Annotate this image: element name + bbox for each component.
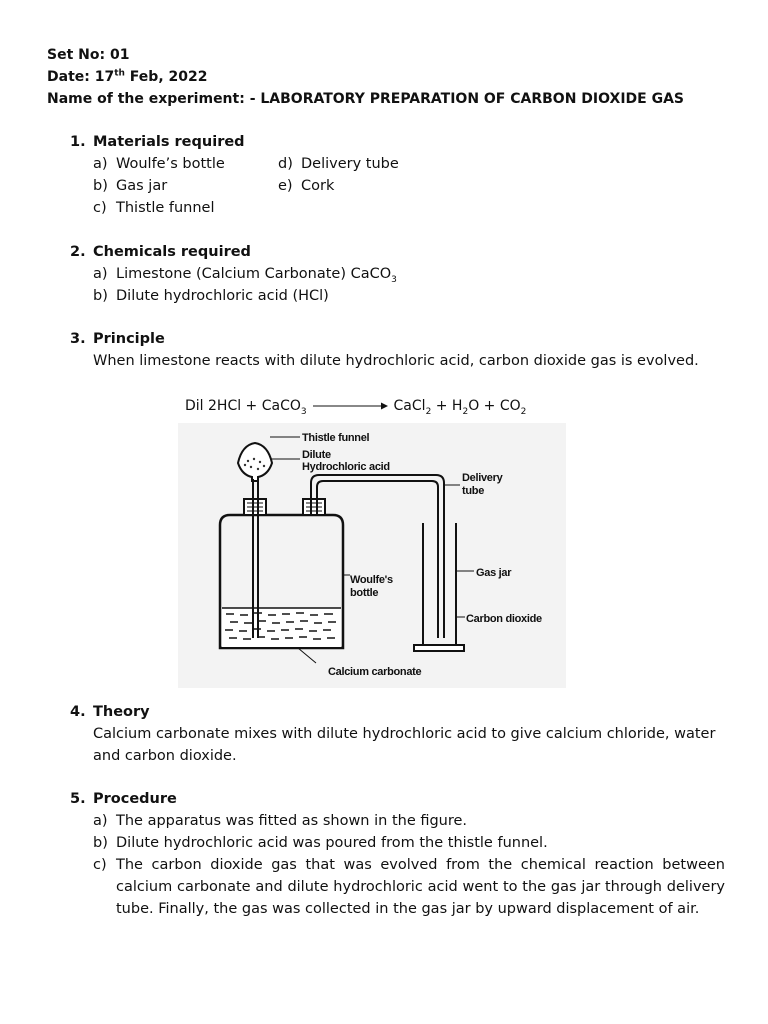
label-hydrochloric-acid: Hydrochloric acid xyxy=(302,461,390,473)
procedure-list xyxy=(70,810,725,920)
list-item: b) Dilute hydrochloric acid was poured from the thistle funnel. xyxy=(93,835,548,851)
section-materials xyxy=(70,131,725,219)
experiment-name: Name of the experiment: - LABORATORY PREPARATION OF CARBON DIOXIDE GAS xyxy=(47,91,684,107)
section-principle xyxy=(70,328,725,372)
list-item: a) The apparatus was fitted as shown in the figure. xyxy=(93,813,468,829)
label-calcium-carbonate: Calcium carbonate xyxy=(328,666,422,678)
document-header xyxy=(47,44,684,110)
set-number: Set No: 01 xyxy=(47,47,130,63)
section-title: 1. Materials required xyxy=(70,134,245,150)
section-title: 4. Theory xyxy=(70,704,150,720)
chemical-equation: Dil 2HCl + CaCO$_3$ CaCl$_2$ + $H_2O + CO_2$ xyxy=(185,398,527,417)
section-procedure xyxy=(70,788,725,920)
list-item: a) Woulfe’s bottle xyxy=(93,156,225,172)
apparatus-diagram xyxy=(178,423,566,688)
principle-text: When limestone reacts with dilute hydrochloric acid, carbon dioxide gas is evolved. xyxy=(93,353,699,369)
materials-right-column xyxy=(278,153,399,219)
theory-text: Calcium carbonate mixes with dilute hydrochloric acid to give calcium chloride, water and carbon dioxide. xyxy=(93,726,716,764)
section-theory xyxy=(70,701,725,767)
materials-list xyxy=(70,153,725,219)
label-thistle-funnel: Thistle funnel xyxy=(302,432,370,444)
label-delivery: Delivery xyxy=(462,472,503,484)
label-woulfes: Woulfe's xyxy=(350,574,393,586)
list-item: d) Delivery tube xyxy=(278,156,399,172)
materials-left-column xyxy=(93,153,278,219)
section-chemicals xyxy=(70,241,725,307)
list-item: c) Thistle funnel xyxy=(93,200,215,216)
label-carbon-dioxide: Carbon dioxide xyxy=(466,613,542,625)
list-item: a) Limestone (Calcium Carbonate) CaCO$_3$ xyxy=(93,266,397,285)
chemicals-list xyxy=(70,263,725,307)
section-title: 5. Procedure xyxy=(70,791,177,807)
date: Date: 17th Feb, 2022 xyxy=(47,68,208,85)
section-title: 2. Chemicals required xyxy=(70,244,251,260)
reaction-arrow-icon xyxy=(311,401,389,411)
list-item: c) The carbon dioxide gas that was evolved from the chemical reaction between calcium carbonate and dilute hydrochloric acid went to the gas jar through delivery tube. Finally, the gas was collected in the gas jar by upward displacement of air. xyxy=(93,857,725,917)
list-item: b) Gas jar xyxy=(93,178,168,194)
list-item: e) Cork xyxy=(278,178,335,194)
label-bottle: bottle xyxy=(350,587,379,599)
label-dilute: Dilute xyxy=(302,449,331,461)
calcium-carbonate-liquid xyxy=(222,608,341,647)
list-item: b) Dilute hydrochloric acid (HCl) xyxy=(93,288,329,304)
label-gas-jar: Gas jar xyxy=(476,567,512,579)
label-tube: tube xyxy=(462,485,485,497)
section-title: 3. Principle xyxy=(70,331,165,347)
